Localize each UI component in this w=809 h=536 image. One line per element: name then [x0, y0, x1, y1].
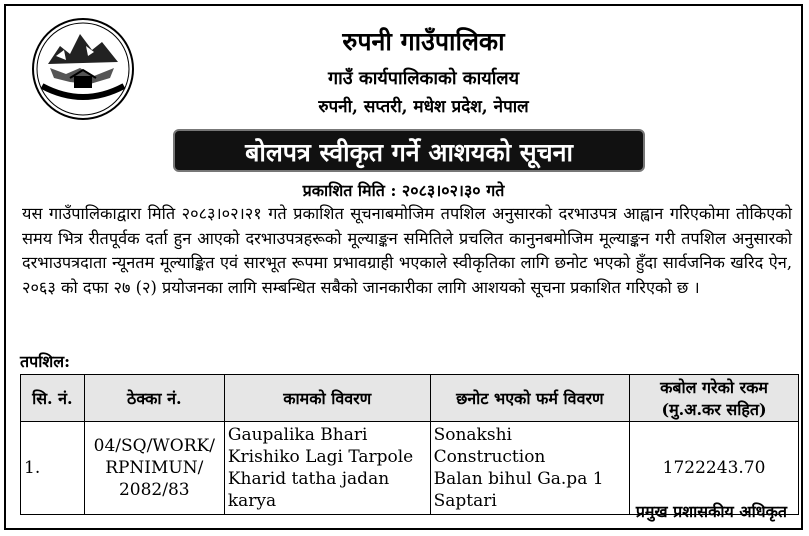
cell-firm-line: Balan bihul Ga.pa 1 — [433, 469, 604, 489]
table-header-row — [21, 375, 799, 422]
header-description: कामको विवरण — [224, 375, 430, 422]
notice-body: यस गाउँपालिकाद्वारा मिति २०८३।०२।२१ गते प्रकाशित सूचनाबमोजिम तपशिल अनुसारको दरभाउपत्र आह्वान गरिएकोमा तोकिएको समय भित्र रीतपूर्वक दर्ता हुन आएको दरभाउपत्रहरूको मूल्याङ्कन समितिले प्रचलित कानुनबमोजिम मूल्याङ्कन गरी तपशिल अनुसारको दरभाउपत्रदाता न्यूनतम मूल्याङ्कित एवं सारभूत रूपमा प्रभावग्राही भएकाले स्वीकृतिका लागि छनोट भएको हुँदा सार्वजनिक खरिद ऐन, २०६३ को दफा २७ (२) प्रयोजनका लागि सम्बन्धित सबैको जानकारीका लागि आशयको सूचना प्रकाशित गरिएको छ । — [22, 204, 792, 297]
cell-description-line: Gaupalika Bhari — [227, 425, 368, 445]
published-date: प्रकाशित मिति : २०८३।०२।३० गते — [302, 181, 505, 200]
cell-firm — [430, 422, 630, 515]
header-contract: ठेक्का नं. — [84, 375, 224, 422]
header-amount-line1: कबोल गरेको रकम — [660, 378, 769, 397]
cell-description — [224, 422, 430, 515]
cell-contract-line: 2082/83 — [118, 480, 190, 500]
notice-page — [4, 4, 803, 530]
cell-description-line: Krishiko Lagi Tarpole — [227, 447, 414, 467]
details-label: तपशिल: — [20, 352, 70, 371]
tender-table — [20, 374, 799, 515]
cell-contract-line: RPNIMUN/ — [105, 458, 204, 478]
municipality-title: रुपनी गाउँपालिका — [342, 27, 505, 56]
notice-heading: बोलपत्र स्वीकृत गर्ने आशयको सूचना — [173, 129, 645, 172]
office-address: रुपनी, सप्तरी, मधेश प्रदेश, नेपाल — [318, 97, 529, 117]
cell-contract — [84, 422, 224, 515]
cell-firm-line: Sonakshi Construction — [433, 425, 546, 467]
signer-title: प्रमुख प्रशासकीय अधिकृत — [635, 502, 787, 521]
header-firm: छनोट भएको फर्म विवरण — [430, 375, 630, 422]
header-sn: सि. नं. — [21, 375, 85, 422]
cell-sn: 1. — [21, 422, 85, 515]
cell-firm-line: Saptari — [433, 491, 497, 511]
cell-description-line: Kharid tatha jadan karya — [227, 469, 390, 511]
header-amount — [630, 375, 799, 422]
header-amount-line2: (मु.अ.कर सहित) — [661, 400, 767, 419]
cell-contract-line: 04/SQ/WORK/ — [93, 436, 215, 456]
cell-amount: 1722243.70 — [630, 422, 799, 515]
office-name: गाउँ कार्यपालिकाको कार्यालय — [327, 68, 520, 89]
